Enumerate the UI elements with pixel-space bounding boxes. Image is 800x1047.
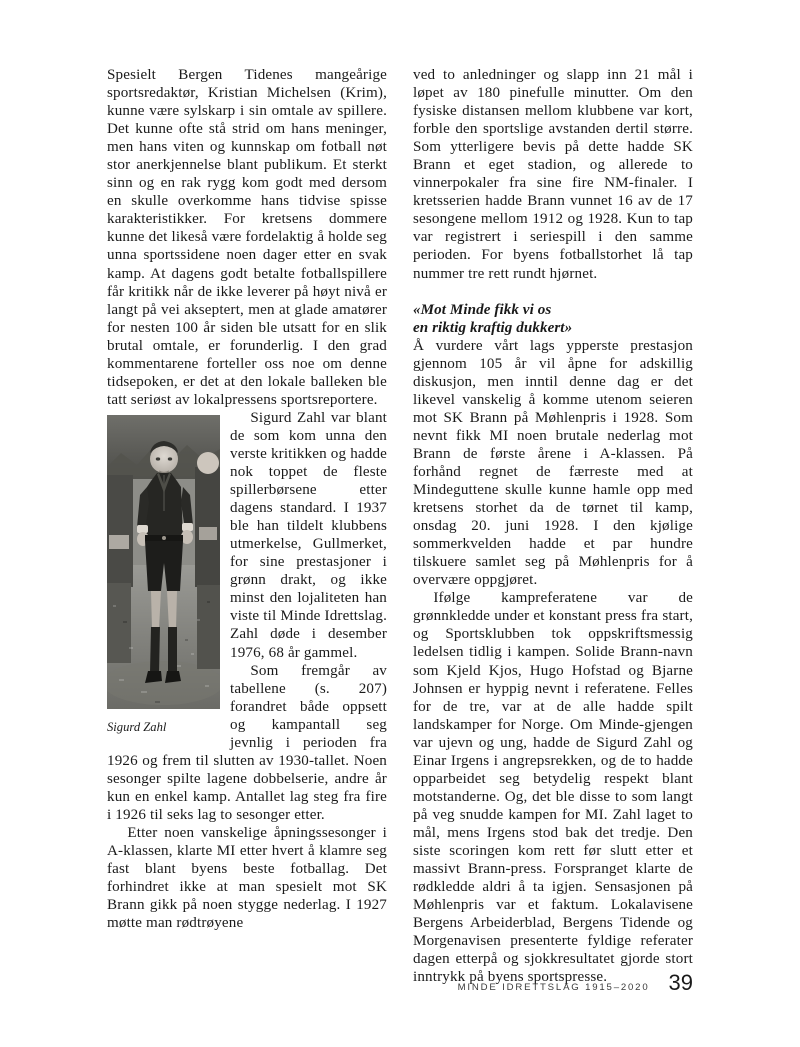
left-column — [107, 66, 387, 946]
paragraph-aapningssesonger: Etter noen vanskelige åpningssesonger i A-klassen, klarte MI etter hvert å klamre seg fast blant byens beste fotballag. Det forhindret ikke at man spesielt mot SK Brann gikk på noen stygge nederlag. I 1927 møtte man rødtrøyene — [107, 824, 387, 932]
figure-caption: Sigurd Zahl — [107, 719, 167, 734]
subheading-line-2: en riktig kraftig dukkert» — [413, 319, 573, 336]
page-number: 39 — [668, 970, 693, 995]
page-footer — [107, 958, 693, 994]
paragraph-intro: Spesielt Bergen Tidenes mangeårige sportsredaktør, Kristian Michelsen (Krim), kunne være sylskarp i sin omtale av spillere. Det kunne ofte stå strid om hans meninger, men hans viten og kunnskap om fotball nøt stor anerkjennelse blant publikum. Et sterkt sinn og en rak rygg kom godt med dersom en skulle overkomme hans tidvise spisse karakteristikker. For kretsens dommere kunne det likeså være fordelaktig å holde seg unna sportssidene noen dager etter en svak kamp. At dagens godt betalte fotballspillere får kritikk når de ikke leverer på høyt nivå er langt på vei akseptert, men at glade amatører for nesten 100 år siden ble utsatt for en slik brutal omtale, er forunderlig. I den grad kommentarene forteller oss noe om denne tidsepoken, er det at den lokale balleken ble tatt seriøst av lokalpressens sportsreportere. — [107, 67, 387, 408]
figure-sigurd-zahl — [107, 415, 220, 735]
photo-footballer-portrait — [107, 415, 220, 709]
footer-book-title: MINDE IDRETTSLAG 1915–2020 — [457, 982, 650, 993]
paragraph-sigurd-zahl: Sigurd Zahl var blant de som kom unna den verste kritikken og hadde nok toppet de fleste spillerbørsene etter dagens standard. I 1937 ble han tildelt klubbens utmerkelse, Gullmerket, for sine prestasjoner i grønn drakt, og ikke minst den lojaliteten han viste til Minde Idrettslag. Zahl døde i desember 1976, 68 år gammel. — [230, 409, 387, 661]
paragraph-brann-continued: ved to anledninger og slapp inn 21 mål i løpet av 180 pinefulle minutter. Om den fysiske distansen mellom klubbene var kort, forble den sportslige avstanden dertil større. Som ytterligere bevis på dette hadde SK Brann et eget stadion, og allerede to vinnerpokaler fra sine fire NM-finaler. I kretsserien hadde Brann vunnet 16 av de 17 sesongene mellom 1912 og 1928. Kun to tap var registrert i seriespill i den samme perioden. For byens fotballstorhet lå tap nummer tre rett rundt hjørnet. — [413, 67, 693, 282]
paragraph-tabeller: Som fremgår av tabellene (s. 207) forandret både oppsett og kampantall seg jevnlig i perioden fra 1926 og frem til slutten av 1930-tallet. Noen sesonger spilte lagene dobbelserie, andre år kun en enkel kamp. Antallet lag steg fra fire i 1926 til seks lag to sesonger etter. — [107, 662, 387, 823]
paragraph-vurdere-prestasjon: Å vurdere vårt lags ypperste prestasjon gjennom 105 år vil åpne for adskillig diskusjon, men inntil denne dag er det likevel vanskelig å komme utenom seieren mot SK Brann på Møhlenpris i 1928. Som nevnt fikk MI noen brutale nederlag mot Brann de første årene i A-klassen. På forhånd regnet de færreste med at Mindeguttene skulle kunne hamle opp med kretsens storhet da de tørnet til kamp, onsdag 20. juni 1928. I den kjølige sommerkvelden hadde et par hundre tilskuere samlet seg på Møhlenpris for å overvære oppgjøret. — [413, 337, 693, 589]
subheading-spacer — [413, 283, 693, 301]
subheading — [413, 301, 693, 337]
subheading-line-1: «Mot Minde fikk vi os — [413, 301, 552, 318]
paragraph-kampreferatene: Ifølge kampreferatene var de grønnkledde under et konstant press fra start, og Sportsklubben tok oppskriftsmessig ledelsen tidlig i kampen. Solide Brann-navn som Kjeld Kjos, Hugo Hofstad og Bjarne Johnsen er hyppig nevnt i referatene. Felles for de tre, var at de alle hadde spilt landskamper for Norge. Om Minde-gjengen var ujevn og ung, hadde de Sigurd Zahl og Einar Irgens i angrepsrekken, og de to hadde opparbeidet seg betydelig respekt blant motstanderne. Og, det ble disse to som langt på veg snudde kampen for MI. Zahl laget to mål, mens Irgens stod bak det tredje. Den siste scoringen kom rett før slutt etter et massivt Brann-press. Forspranget klarte de rødkledde aldri å ta igjen. Sensasjonen på Møhlenpris var et faktum. Lokalavisene Bergens Arbeiderblad, Bergens Tidende og Morgenavisen presenterte fyldige referater dagen etterpå og sjokkresultatet gjorde stort inntrykk på byens sportspresse. — [413, 590, 693, 986]
